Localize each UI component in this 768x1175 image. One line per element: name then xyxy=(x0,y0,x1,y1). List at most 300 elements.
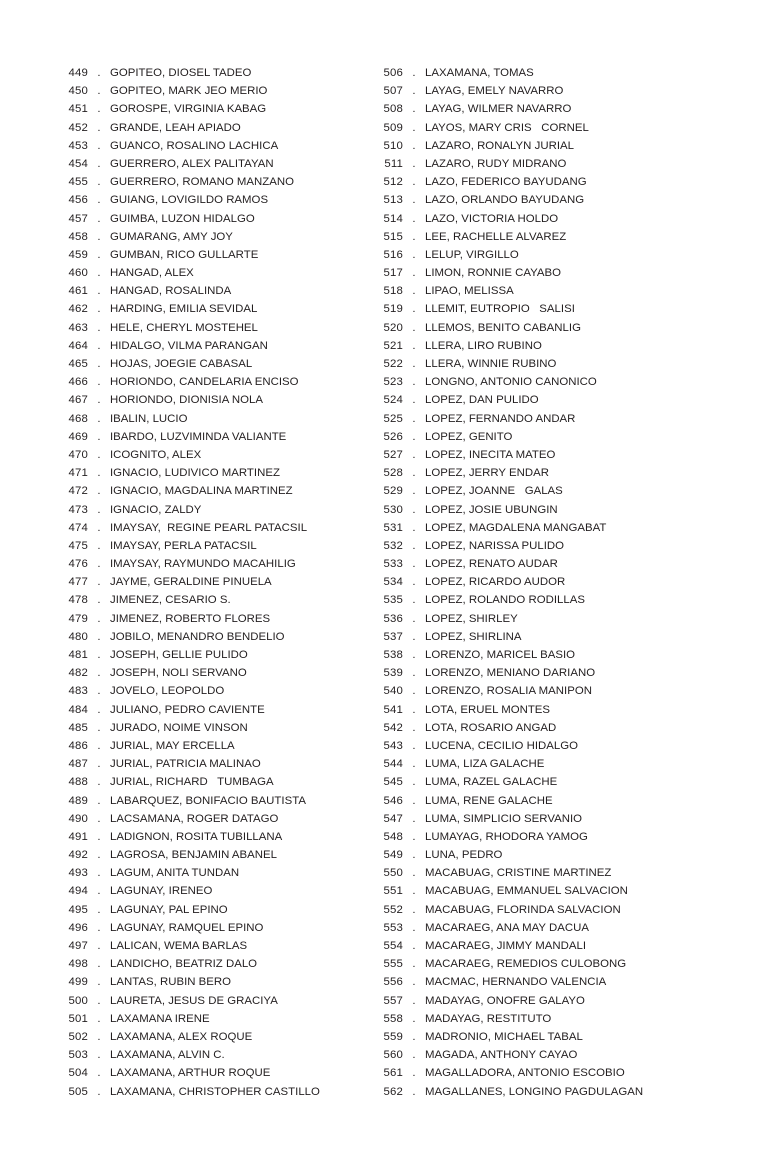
list-item xyxy=(373,446,718,464)
entry-name: LOPEZ, GENITO xyxy=(425,430,513,443)
entry-separator: . xyxy=(412,649,416,661)
list-item xyxy=(58,646,373,664)
entry-number: 454 xyxy=(68,157,88,170)
list-item xyxy=(373,482,718,500)
list-item xyxy=(58,210,373,228)
entry-name: LACSAMANA, ROGER DATAGO xyxy=(110,812,279,825)
entry-separator: . xyxy=(97,594,101,607)
entry-name: MACARAEG, ANA MAY DACUA xyxy=(425,921,589,934)
entry-name: LUNA, PEDRO xyxy=(425,849,503,862)
entry-number: 505 xyxy=(68,1085,88,1098)
list-item xyxy=(58,1028,373,1046)
entry-separator: . xyxy=(97,503,101,516)
entry-number: 456 xyxy=(68,194,88,207)
entry-number: 504 xyxy=(68,1067,88,1080)
list-item xyxy=(373,501,718,519)
entry-name: LORENZO, ROSALIA MANIPON xyxy=(425,685,592,698)
entry-name: LLEMOS, BENITO CABANLIG xyxy=(425,321,581,334)
list-item xyxy=(373,792,718,810)
entry-separator: . xyxy=(412,885,416,898)
list-item xyxy=(373,1064,718,1082)
entry-name: LAZO, VICTORIA HOLDO xyxy=(425,212,559,225)
entry-separator: . xyxy=(97,776,101,789)
entry-name: LAZARO, RUDY MIDRANO xyxy=(425,157,567,170)
list-item xyxy=(373,337,718,355)
list-item xyxy=(373,137,718,155)
entry-number: 503 xyxy=(68,1049,88,1062)
entry-number: 560 xyxy=(383,1049,403,1062)
entry-number: 548 xyxy=(383,830,403,843)
entry-name: HANGAD, ROSALINDA xyxy=(110,285,232,298)
list-item xyxy=(58,337,373,355)
entry-name: MACARAEG, REMEDIOS CULOBONG xyxy=(425,958,627,971)
entry-separator: . xyxy=(97,558,101,571)
entry-separator: . xyxy=(412,812,416,825)
entry-name: LANDICHO, BEATRIZ DALO xyxy=(110,958,258,971)
entry-name: LAZARO, RONALYN JURIAL xyxy=(425,139,574,152)
list-item xyxy=(58,264,373,282)
entry-separator: . xyxy=(412,321,416,334)
entry-separator: . xyxy=(97,139,101,152)
entry-name: MADRONIO, MICHAEL TABAL xyxy=(425,1030,583,1043)
entry-number: 486 xyxy=(68,739,88,752)
entry-name: JURIAL, PATRICIA MALINAO xyxy=(110,758,261,771)
entry-number: 478 xyxy=(68,594,88,607)
entry-separator: . xyxy=(412,758,416,771)
entry-name: LOPEZ, MAGDALENA MANGABAT xyxy=(425,521,607,534)
entry-separator: . xyxy=(412,739,416,752)
entry-number: 477 xyxy=(68,576,88,589)
entry-separator: . xyxy=(412,194,416,207)
entry-name: LALICAN, WEMA BARLAS xyxy=(110,940,248,952)
entry-separator: . xyxy=(412,212,416,225)
list-item xyxy=(373,64,718,82)
entry-name: HELE, CHERYL MOSTEHEL xyxy=(110,321,258,334)
list-item xyxy=(58,828,373,846)
list-item xyxy=(373,373,718,391)
list-item xyxy=(58,300,373,318)
entry-number: 462 xyxy=(68,303,88,316)
entry-separator: . xyxy=(97,667,101,680)
list-item xyxy=(373,300,718,318)
entry-separator: . xyxy=(97,321,101,334)
entry-separator: . xyxy=(412,921,416,934)
entry-number: 459 xyxy=(68,248,88,261)
list-item xyxy=(373,646,718,664)
list-item xyxy=(373,555,718,573)
list-item xyxy=(58,228,373,246)
entry-name: IBARDO, LUZVIMINDA VALIANTE xyxy=(110,430,287,443)
entry-separator: . xyxy=(97,576,101,589)
entry-number: 468 xyxy=(68,412,88,425)
entry-separator: . xyxy=(97,1012,101,1025)
entry-name: LAGUNAY, PAL EPINO xyxy=(110,903,228,916)
entry-separator: . xyxy=(412,157,416,170)
entry-name: JURADO, NOIME VINSON xyxy=(110,721,248,734)
list-item xyxy=(58,591,373,609)
list-item xyxy=(58,937,373,955)
entry-number: 527 xyxy=(383,448,403,461)
entry-separator: . xyxy=(412,103,416,116)
entry-number: 466 xyxy=(68,376,88,389)
entry-number: 500 xyxy=(68,994,88,1007)
entry-separator: . xyxy=(412,830,416,843)
entry-separator: . xyxy=(412,521,416,534)
entry-number: 495 xyxy=(68,903,88,916)
entry-separator: . xyxy=(412,976,416,989)
entry-number: 482 xyxy=(68,667,88,680)
entry-number: 519 xyxy=(383,303,403,316)
entry-number: 549 xyxy=(383,849,403,862)
entry-name: HANGAD, ALEX xyxy=(110,267,194,280)
list-item xyxy=(373,973,718,991)
list-item xyxy=(58,992,373,1010)
entry-separator: . xyxy=(412,485,416,498)
entry-separator: . xyxy=(97,285,101,298)
entry-separator: . xyxy=(97,703,101,716)
entry-number: 467 xyxy=(68,394,88,407)
entry-separator: . xyxy=(97,157,101,170)
list-item xyxy=(58,1010,373,1028)
list-item xyxy=(373,355,718,373)
entry-number: 485 xyxy=(68,721,88,734)
list-item xyxy=(373,610,718,628)
entry-number: 545 xyxy=(383,776,403,789)
entry-number: 496 xyxy=(68,921,88,934)
list-item xyxy=(58,191,373,209)
entry-separator: . xyxy=(97,758,101,771)
list-item xyxy=(373,100,718,118)
entry-number: 451 xyxy=(68,103,88,116)
entry-number: 498 xyxy=(68,958,88,971)
list-item xyxy=(373,246,718,264)
entry-separator: . xyxy=(97,230,101,243)
entry-name: ICOGNITO, ALEX xyxy=(110,448,202,461)
entry-name: LUMA, RENE GALACHE xyxy=(425,794,553,807)
entry-number: 536 xyxy=(383,612,403,625)
entry-number: 465 xyxy=(68,358,88,370)
entry-name: LLERA, WINNIE RUBINO xyxy=(425,358,557,370)
entry-name: IMAYSAY, PERLA PATACSIL xyxy=(110,539,257,552)
entry-name: JOSEPH, GELLIE PULIDO xyxy=(110,649,248,661)
entry-number: 507 xyxy=(383,85,403,98)
entry-name: LUMA, RAZEL GALACHE xyxy=(425,776,558,789)
entry-separator: . xyxy=(97,376,101,389)
list-item xyxy=(58,100,373,118)
list-item xyxy=(58,501,373,519)
entry-name: LUCENA, CECILIO HIDALGO xyxy=(425,739,579,752)
entry-separator: . xyxy=(97,67,101,79)
entry-separator: . xyxy=(97,649,101,661)
entry-name: LAXAMANA, ALVIN C. xyxy=(110,1049,225,1062)
entry-number: 463 xyxy=(68,321,88,334)
entry-name: HORIONDO, DIONISIA NOLA xyxy=(110,394,263,407)
list-item xyxy=(58,555,373,573)
entry-separator: . xyxy=(97,612,101,625)
entry-number: 541 xyxy=(383,703,403,716)
list-item xyxy=(58,737,373,755)
list-item xyxy=(58,537,373,555)
entry-name: LORENZO, MENIANO DARIANO xyxy=(425,667,596,680)
list-item xyxy=(373,755,718,773)
entry-number: 554 xyxy=(383,940,403,952)
list-item xyxy=(58,773,373,791)
list-item xyxy=(58,119,373,137)
entry-separator: . xyxy=(412,794,416,807)
entry-number: 523 xyxy=(383,376,403,389)
list-item xyxy=(373,119,718,137)
entry-number: 531 xyxy=(383,521,403,534)
list-item xyxy=(373,1046,718,1064)
list-item xyxy=(373,82,718,100)
list-item xyxy=(58,701,373,719)
entry-separator: . xyxy=(97,412,101,425)
entry-number: 449 xyxy=(68,67,88,79)
list-item xyxy=(58,1083,373,1101)
entry-number: 452 xyxy=(68,121,88,134)
entry-number: 520 xyxy=(383,321,403,334)
list-item xyxy=(373,519,718,537)
entry-separator: . xyxy=(97,485,101,498)
entry-separator: . xyxy=(412,285,416,298)
entry-separator: . xyxy=(412,376,416,389)
entry-number: 552 xyxy=(383,903,403,916)
entry-number: 489 xyxy=(68,794,88,807)
entry-number: 537 xyxy=(383,630,403,643)
list-item xyxy=(58,664,373,682)
list-item xyxy=(373,682,718,700)
entry-name: IGNACIO, MAGDALINA MARTINEZ xyxy=(110,485,293,498)
entry-name: LLEMIT, EUTROPIO SALISI xyxy=(425,303,575,316)
entry-separator: . xyxy=(97,976,101,989)
right-column xyxy=(373,64,718,1101)
entry-name: JURIAL, MAY ERCELLA xyxy=(110,739,235,752)
list-item xyxy=(373,937,718,955)
entry-name: LADIGNON, ROSITA TUBILLANA xyxy=(110,830,283,843)
entry-separator: . xyxy=(97,521,101,534)
entry-number: 502 xyxy=(68,1030,88,1043)
entry-number: 528 xyxy=(383,467,403,480)
entry-number: 475 xyxy=(68,539,88,552)
entry-separator: . xyxy=(412,612,416,625)
entry-number: 481 xyxy=(68,649,88,661)
list-item xyxy=(373,1010,718,1028)
entry-separator: . xyxy=(412,139,416,152)
entry-separator: . xyxy=(97,940,101,952)
list-item xyxy=(58,755,373,773)
entry-name: GOPITEO, MARK JEO MERIO xyxy=(110,85,268,98)
list-item xyxy=(373,264,718,282)
entry-name: MACABUAG, CRISTINE MARTINEZ xyxy=(425,867,612,880)
entry-number: 493 xyxy=(68,867,88,880)
entry-number: 535 xyxy=(383,594,403,607)
entry-separator: . xyxy=(412,703,416,716)
entry-name: MAGALLADORA, ANTONIO ESCOBIO xyxy=(425,1067,625,1080)
entry-name: HARDING, EMILIA SEVIDAL xyxy=(110,303,258,316)
entry-name: LOPEZ, SHIRLEY xyxy=(425,612,518,625)
entry-name: LUMAYAG, RHODORA YAMOG xyxy=(425,830,588,843)
entry-name: JAYME, GERALDINE PINUELA xyxy=(110,576,272,589)
entry-number: 458 xyxy=(68,230,88,243)
entry-separator: . xyxy=(97,721,101,734)
entry-separator: . xyxy=(412,721,416,734)
entry-name: IMAYSAY, REGINE PEARL PATACSIL xyxy=(110,521,308,534)
entry-number: 556 xyxy=(383,976,403,989)
entry-separator: . xyxy=(412,339,416,352)
entry-separator: . xyxy=(412,776,416,789)
entry-name: MADAYAG, RESTITUTO xyxy=(425,1012,552,1025)
entry-separator: . xyxy=(412,903,416,916)
list-item xyxy=(373,1028,718,1046)
entry-separator: . xyxy=(412,1085,416,1098)
list-item xyxy=(58,1046,373,1064)
entry-name: JULIANO, PEDRO CAVIENTE xyxy=(110,703,265,716)
entry-number: 501 xyxy=(68,1012,88,1025)
entry-name: LAGUNAY, IRENEO xyxy=(110,885,213,898)
entry-separator: . xyxy=(97,830,101,843)
entry-name: LAZO, FEDERICO BAYUDANG xyxy=(425,176,587,189)
list-item xyxy=(373,719,718,737)
entry-separator: . xyxy=(97,85,101,98)
entry-number: 562 xyxy=(383,1085,403,1098)
entry-name: LAGUM, ANITA TUNDAN xyxy=(110,867,240,880)
list-item xyxy=(373,810,718,828)
entry-separator: . xyxy=(412,594,416,607)
entry-separator: . xyxy=(412,539,416,552)
entry-name: LABARQUEZ, BONIFACIO BAUTISTA xyxy=(110,794,306,807)
entry-separator: . xyxy=(412,576,416,589)
entry-name: IGNACIO, LUDIVICO MARTINEZ xyxy=(110,467,280,480)
entry-number: 522 xyxy=(383,358,403,370)
entry-name: GUMBAN, RICO GULLARTE xyxy=(110,248,259,261)
list-item xyxy=(58,446,373,464)
entry-name: LEE, RACHELLE ALVAREZ xyxy=(425,230,567,243)
list-item xyxy=(58,391,373,409)
left-column xyxy=(58,64,373,1101)
entry-name: LOPEZ, JOANNE GALAS xyxy=(425,485,563,498)
list-item xyxy=(373,664,718,682)
entry-name: LOPEZ, JERRY ENDAR xyxy=(425,467,550,480)
entry-number: 544 xyxy=(383,758,403,771)
entry-separator: . xyxy=(412,430,416,443)
entry-name: GUIANG, LOVIGILDO RAMOS xyxy=(110,194,269,207)
entry-name: MAGADA, ANTHONY CAYAO xyxy=(425,1049,578,1062)
entry-name: LORENZO, MARICEL BASIO xyxy=(425,649,576,661)
entry-separator: . xyxy=(97,121,101,134)
entry-separator: . xyxy=(97,994,101,1007)
list-item xyxy=(373,955,718,973)
entry-number: 526 xyxy=(383,430,403,443)
entry-number: 460 xyxy=(68,267,88,280)
list-item xyxy=(373,428,718,446)
entry-number: 532 xyxy=(383,539,403,552)
entry-separator: . xyxy=(412,994,416,1007)
entry-name: LOPEZ, NARISSA PULIDO xyxy=(425,539,565,552)
entry-name: LOPEZ, FERNANDO ANDAR xyxy=(425,412,576,425)
entry-separator: . xyxy=(412,867,416,880)
entry-name: IGNACIO, ZALDY xyxy=(110,503,202,516)
entry-separator: . xyxy=(412,503,416,516)
list-item xyxy=(58,173,373,191)
list-item xyxy=(373,773,718,791)
entry-number: 450 xyxy=(68,85,88,98)
entry-number: 529 xyxy=(383,485,403,498)
entry-number: 515 xyxy=(383,230,403,243)
entry-number: 494 xyxy=(68,885,88,898)
entry-name: LUMA, LIZA GALACHE xyxy=(425,758,545,771)
entry-number: 464 xyxy=(68,339,88,352)
entry-number: 555 xyxy=(383,958,403,971)
entry-number: 553 xyxy=(383,921,403,934)
list-item xyxy=(58,282,373,300)
entry-name: LONGNO, ANTONIO CANONICO xyxy=(425,376,597,389)
entry-number: 488 xyxy=(68,776,88,789)
entry-separator: . xyxy=(97,303,101,316)
list-item xyxy=(58,719,373,737)
entry-number: 543 xyxy=(383,739,403,752)
entry-number: 508 xyxy=(383,103,403,116)
entry-name: GUERRERO, ALEX PALITAYAN xyxy=(110,157,274,170)
entry-number: 558 xyxy=(383,1012,403,1025)
entry-name: LIPAO, MELISSA xyxy=(425,285,514,298)
entry-number: 517 xyxy=(383,267,403,280)
list-item xyxy=(373,1083,718,1101)
entry-name: LOPEZ, RENATO AUDAR xyxy=(425,558,558,571)
entry-separator: . xyxy=(97,176,101,189)
list-item xyxy=(58,846,373,864)
entry-number: 509 xyxy=(383,121,403,134)
entry-number: 521 xyxy=(383,339,403,352)
list-item xyxy=(373,591,718,609)
entry-name: LELUP, VIRGILLO xyxy=(425,248,519,261)
entry-name: JURIAL, RICHARD TUMBAGA xyxy=(110,776,274,789)
entry-separator: . xyxy=(412,121,416,134)
entry-name: LAYAG, EMELY NAVARRO xyxy=(425,85,564,98)
entry-number: 455 xyxy=(68,176,88,189)
list-item xyxy=(58,319,373,337)
entry-number: 483 xyxy=(68,685,88,698)
entry-separator: . xyxy=(97,448,101,461)
list-item xyxy=(58,610,373,628)
entry-separator: . xyxy=(97,1085,101,1098)
entry-name: LOTA, ERUEL MONTES xyxy=(425,703,551,716)
entry-name: GUANCO, ROSALINO LACHICA xyxy=(110,139,279,152)
name-list-columns xyxy=(58,64,720,1101)
entry-separator: . xyxy=(97,812,101,825)
entry-separator: . xyxy=(97,467,101,480)
entry-number: 551 xyxy=(383,885,403,898)
entry-separator: . xyxy=(97,630,101,643)
entry-name: GUIMBA, LUZON HIDALGO xyxy=(110,212,255,225)
entry-number: 499 xyxy=(68,976,88,989)
entry-number: 491 xyxy=(68,830,88,843)
list-item xyxy=(58,682,373,700)
entry-separator: . xyxy=(412,1049,416,1062)
entry-name: GOROSPE, VIRGINIA KABAG xyxy=(110,103,267,116)
list-item xyxy=(373,992,718,1010)
entry-separator: . xyxy=(97,394,101,407)
entry-number: 514 xyxy=(383,212,403,225)
entry-separator: . xyxy=(97,921,101,934)
entry-number: 516 xyxy=(383,248,403,261)
entry-name: JIMENEZ, ROBERTO FLORES xyxy=(110,612,271,625)
entry-name: JIMENEZ, CESARIO S. xyxy=(110,594,231,607)
entry-number: 561 xyxy=(383,1067,403,1080)
entry-name: JOBILO, MENANDRO BENDELIO xyxy=(110,630,285,643)
entry-name: IBALIN, LUCIO xyxy=(110,412,188,425)
list-item xyxy=(58,64,373,82)
entry-separator: . xyxy=(412,394,416,407)
